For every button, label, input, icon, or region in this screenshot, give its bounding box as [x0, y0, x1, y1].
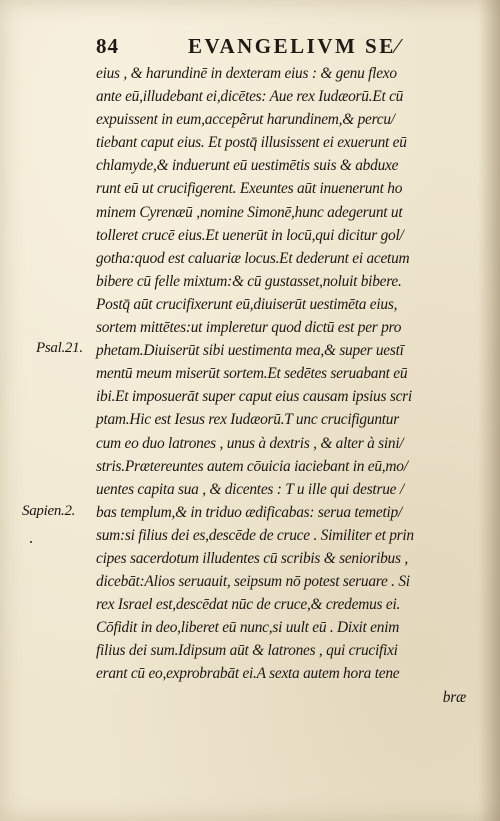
- text-line-7: minem Cyrenæū ,nomine Simonē,hunc adegerunt ut: [96, 203, 403, 221]
- folio-number: 84: [96, 34, 119, 58]
- text-line-11: Postq̄ aūt crucifixerunt eū,diuiserūt uestimēta eius,: [96, 295, 398, 313]
- text-line-22: cipes sacerdotum illudentes cū scribis & senioribus ,: [96, 549, 408, 567]
- text-line-4: tiebant caput eius. Et postq̄ illusissent ei exuerunt eū: [96, 134, 407, 152]
- text-line-18: stris.Prætereuntes autem cōuicia iaciebant in eū,mo/: [96, 457, 408, 475]
- margin-note-psal: Psal.21.: [36, 340, 83, 356]
- text-line-19: uentes capita sua , & dicentes : T u ille qui destrue /: [96, 480, 404, 498]
- text-line-6: runt eū ut crucifigerent. Exeuntes aūt inuenerunt ho: [96, 180, 403, 198]
- text-line-16: ptam.Hic est Iesus rex Iudæorū.T unc crucifiguntur: [96, 411, 399, 429]
- text-line-8: tolleret crucē eius.Et uenerūt in locū,qui dicitur gol/: [96, 226, 404, 244]
- margin-note-sapien: Sapien.2.: [22, 503, 76, 519]
- running-head: EVANGELIVM SE⁄: [188, 34, 402, 58]
- text-line-3: expuissent in eum,accepẽrut harundinem,& percu/: [96, 111, 395, 129]
- text-line-15: ibi.Et imposuerāt super caput eius causam ipsius scri: [96, 388, 412, 406]
- text-line-5: chlamyde,& induerunt eū uestimētis suis & abduxe: [96, 157, 399, 175]
- text-line-23: dicebāt:Alios seruauit, seipsum nō potest seruare . Si: [96, 573, 410, 591]
- body-text: [96, 62, 480, 709]
- gutter-shadow: [478, 0, 500, 821]
- text-line-12: sortem mittētes:ut impleretur quod dictū est per pro: [96, 319, 402, 337]
- text-line-25: Cōfidit in deo,liberet eū nunc,si uult eū . Dixit enim: [96, 619, 400, 637]
- text-line-14: mentū meum miserūt sortem.Et sedētes seruabant eū: [96, 365, 408, 383]
- text-line-2: ante eū,illudebant ei,dicētes: Aue rex Iudæorū.Et cū: [96, 88, 404, 106]
- ink-speck: [30, 541, 32, 543]
- text-line-27: erant cū eo,exprobrabāt ei.A sexta autem hora tene: [96, 665, 400, 683]
- text-line-24: rex Israel est,descēdat nūc de cruce,& credemus ei.: [96, 596, 401, 614]
- text-line-9: gotha:quod est caluariæ locus.Et dederunt ei acetum: [96, 249, 410, 267]
- text-line-1: eius , & harundinē in dexteram eius : & genu flexo: [96, 65, 397, 82]
- page-header: [96, 34, 480, 58]
- text-line-26: filius dei sum.Idipsum aūt & latrones , qui crucifixi: [96, 642, 398, 660]
- text-line-13: phetam.Diuiserūt sibi uestimenta mea,& super uestī: [96, 342, 404, 360]
- catchword: bræ: [442, 688, 466, 706]
- text-line-10: bibere cū felle mixtum:& cū gustasset,noluit bibere.: [96, 272, 402, 290]
- text-line-17: cum eo duo latrones , unus à dextris , & alter à sini/: [96, 434, 404, 452]
- text-line-21: sum:si filius dei es,descēde de cruce . Similiter et prin: [96, 526, 414, 544]
- text-line-20: bas templum,& in triduo ædificabas: serua temetip/: [96, 503, 402, 521]
